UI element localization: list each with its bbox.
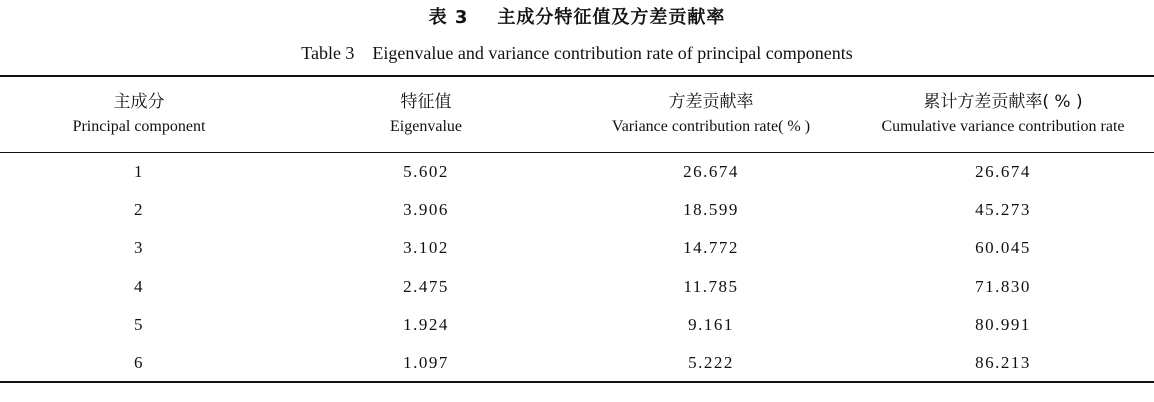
- cell-variance-rate: 26.674: [683, 162, 739, 181]
- header-eigenvalue-en: Eigenvalue: [390, 118, 462, 135]
- cell-component: 5: [134, 315, 144, 334]
- cell-eigenvalue: 3.102: [403, 238, 449, 257]
- cell-eigenvalue: 2.475: [403, 277, 449, 296]
- cell-eigenvalue: 3.906: [403, 200, 449, 219]
- header-cumulative-rate-en: Cumulative variance contribution rate: [881, 118, 1125, 135]
- cell-cumulative-rate: 60.045: [975, 238, 1031, 257]
- cell-eigenvalue: 5.602: [403, 162, 449, 181]
- cell-cumulative-rate: 26.674: [975, 162, 1031, 181]
- cell-component: 4: [134, 277, 144, 296]
- cell-component: 6: [134, 353, 144, 372]
- header-eigenvalue-cn: 特征值: [400, 92, 452, 112]
- table-bottom-rule: [0, 381, 1154, 383]
- cell-cumulative-rate: 45.273: [975, 200, 1031, 219]
- cell-eigenvalue: 1.097: [403, 353, 449, 372]
- cell-variance-rate: 18.599: [683, 200, 739, 219]
- header-variance-rate-cn: 方差贡献率: [668, 92, 754, 112]
- header-principal-component-en: Principal component: [72, 118, 206, 135]
- table-caption-chinese: 表 3 主成分特征值及方差贡献率: [428, 7, 726, 28]
- header-cumulative-rate-cn: 累计方差贡献率( % ): [923, 92, 1083, 112]
- cell-component: 1: [134, 162, 144, 181]
- cell-variance-rate: 5.222: [688, 353, 734, 372]
- cell-component: 2: [134, 200, 144, 219]
- cell-component: 3: [134, 238, 144, 257]
- header-principal-component-cn: 主成分: [113, 92, 165, 112]
- cell-variance-rate: 14.772: [683, 238, 739, 257]
- cell-cumulative-rate: 80.991: [975, 315, 1031, 334]
- table-top-rule: [0, 75, 1154, 77]
- cell-eigenvalue: 1.924: [403, 315, 449, 334]
- cell-cumulative-rate: 71.830: [975, 277, 1031, 296]
- table-caption-english: Table 3 Eigenvalue and variance contribution rate of principal components: [301, 43, 853, 63]
- header-divider-rule: [0, 152, 1154, 153]
- header-variance-rate-en: Variance contribution rate( % ): [611, 118, 811, 135]
- cell-cumulative-rate: 86.213: [975, 353, 1031, 372]
- cell-variance-rate: 11.785: [683, 277, 739, 296]
- cell-variance-rate: 9.161: [688, 315, 734, 334]
